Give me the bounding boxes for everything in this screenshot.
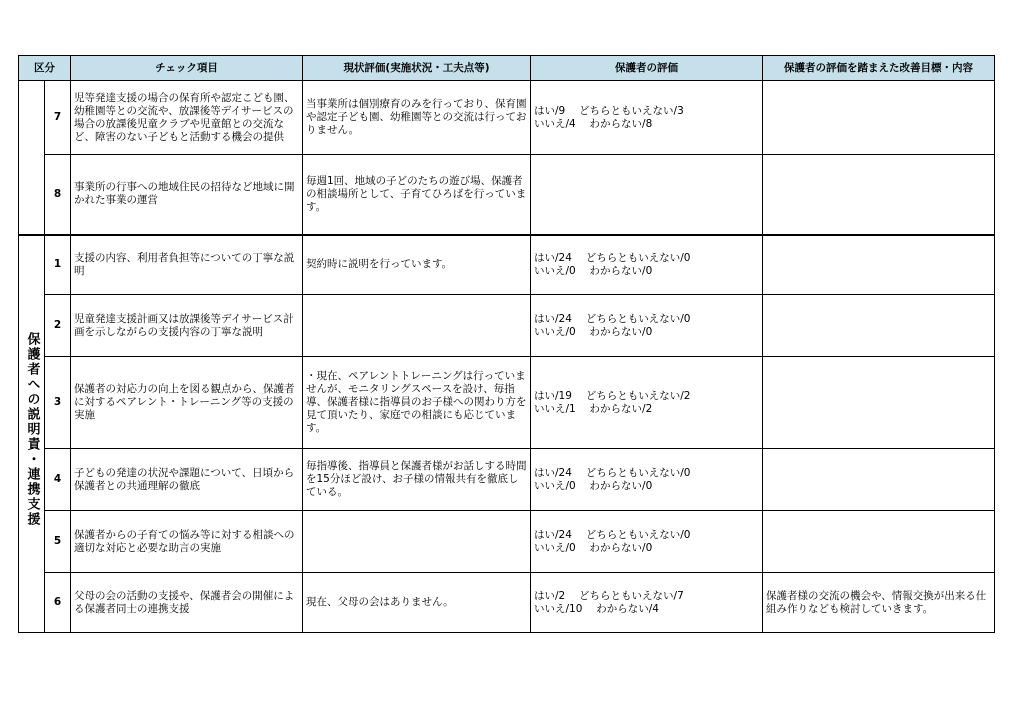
parent-eval — [531, 81, 763, 155]
parent-eval — [531, 357, 763, 449]
row-number: 1 — [45, 235, 71, 295]
table-row — [19, 511, 995, 573]
improvement — [763, 235, 995, 295]
improvement — [763, 295, 995, 357]
row-number: 2 — [45, 295, 71, 357]
eval-line-1: はい/24 どちらともいえない/0 — [534, 528, 691, 541]
table-row — [19, 155, 995, 235]
check-item: 児童発達支援計画又は放課後等デイサービス計画を示しながらの支援内容の丁寧な説明 — [71, 295, 303, 357]
improvement — [763, 155, 995, 235]
check-item: 保護者からの子育ての悩み等に対する相談への適切な対応と必要な助言の実施 — [71, 511, 303, 573]
check-item: 支援の内容、利用者負担等についての丁寧な説明 — [71, 235, 303, 295]
check-item: 子どもの発達の状況や課題について、日頃から保護者との共通理解の徹底 — [71, 449, 303, 511]
row-number: 8 — [45, 155, 71, 235]
current-eval: ・現在、ペアレントトレーニングは行っていませんが、モニタリングスペースを設け、毎指導、保護者様に指導員のお子様への関わり方を見て頂いたり、家庭での相談にも応じています。 — [303, 357, 531, 449]
evaluation-table — [18, 55, 995, 633]
improvement — [763, 449, 995, 511]
eval-line-1: はい/2 どちらともいえない/7 — [534, 589, 684, 602]
current-eval — [303, 295, 531, 357]
header-check-item: チェック項目 — [71, 56, 303, 81]
current-eval: 契約時に説明を行っています。 — [303, 235, 531, 295]
header-row — [19, 56, 995, 81]
eval-line-2: いいえ/10 わからない/4 — [534, 602, 659, 615]
current-eval: 当事業所は個別療育のみを行っており、保育園や認定子ども園、幼稚園等との交流は行っておりません。 — [303, 81, 531, 155]
row-number: 5 — [45, 511, 71, 573]
header-category: 区分 — [19, 56, 71, 81]
eval-line-2: いいえ/0 わからない/0 — [534, 479, 653, 492]
row-number: 3 — [45, 357, 71, 449]
parent-eval — [531, 511, 763, 573]
parent-eval — [531, 235, 763, 295]
current-eval: 毎指導後、指導員と保護者様がお話しする時間を15分ほど設け、お子様の情報共有を徹底している。 — [303, 449, 531, 511]
table-row — [19, 573, 995, 633]
row-number: 7 — [45, 81, 71, 155]
eval-line-1: はい/24 どちらともいえない/0 — [534, 466, 691, 479]
check-item: 父母の会の活動の支援や、保護者会の開催による保護者同士の連携支援 — [71, 573, 303, 633]
section-label-main: 保護者への説明責・連携支援 — [19, 235, 45, 633]
section-label-top — [19, 81, 45, 235]
parent-eval — [531, 155, 763, 235]
row-number: 6 — [45, 573, 71, 633]
header-parent-eval: 保護者の評価 — [531, 56, 763, 81]
table-row — [19, 295, 995, 357]
eval-line-1: はい/19 どちらともいえない/2 — [534, 389, 691, 402]
eval-line-2: いいえ/0 わからない/0 — [534, 541, 653, 554]
eval-line-2: いいえ/4 わからない/8 — [534, 117, 653, 130]
eval-line-1: はい/9 どちらともいえない/3 — [534, 104, 684, 117]
eval-line-1: はい/24 どちらともいえない/0 — [534, 251, 691, 264]
current-eval: 毎週1回、地域の子どのたちの遊び場、保護者の相談場所として、子育てひろばを行っています。 — [303, 155, 531, 235]
parent-eval — [531, 449, 763, 511]
row-number: 4 — [45, 449, 71, 511]
improvement: 保護者様の交流の機会や、情報交換が出来る仕組み作りなども検討していきます。 — [763, 573, 995, 633]
current-eval — [303, 511, 531, 573]
table-row — [19, 235, 995, 295]
parent-eval — [531, 573, 763, 633]
eval-line-2: いいえ/0 わからない/0 — [534, 325, 653, 338]
table-row — [19, 449, 995, 511]
table-row — [19, 357, 995, 449]
header-improvement: 保護者の評価を踏まえた改善目標・内容 — [763, 56, 995, 81]
improvement — [763, 81, 995, 155]
eval-line-2: いいえ/1 わからない/2 — [534, 402, 653, 415]
eval-line-2: いいえ/0 わからない/0 — [534, 264, 653, 277]
improvement — [763, 357, 995, 449]
eval-line-1: はい/24 どちらともいえない/0 — [534, 312, 691, 325]
table-row — [19, 81, 995, 155]
check-item: 保護者の対応力の向上を図る観点から、保護者に対するペアレント・トレーニング等の支援の実施 — [71, 357, 303, 449]
improvement — [763, 511, 995, 573]
header-current-eval: 現状評価(実施状況・工夫点等) — [303, 56, 531, 81]
current-eval: 現在、父母の会はありません。 — [303, 573, 531, 633]
check-item: 事業所の行事への地域住民の招待など地域に開かれた事業の運営 — [71, 155, 303, 235]
check-item: 児等発達支援の場合の保育所や認定こども園、幼稚園等との交流や、放課後等デイサービスの場合の放課後児童クラブや児童館との交流など、障害のない子どもと活動する機会の提供 — [71, 81, 303, 155]
parent-eval — [531, 295, 763, 357]
